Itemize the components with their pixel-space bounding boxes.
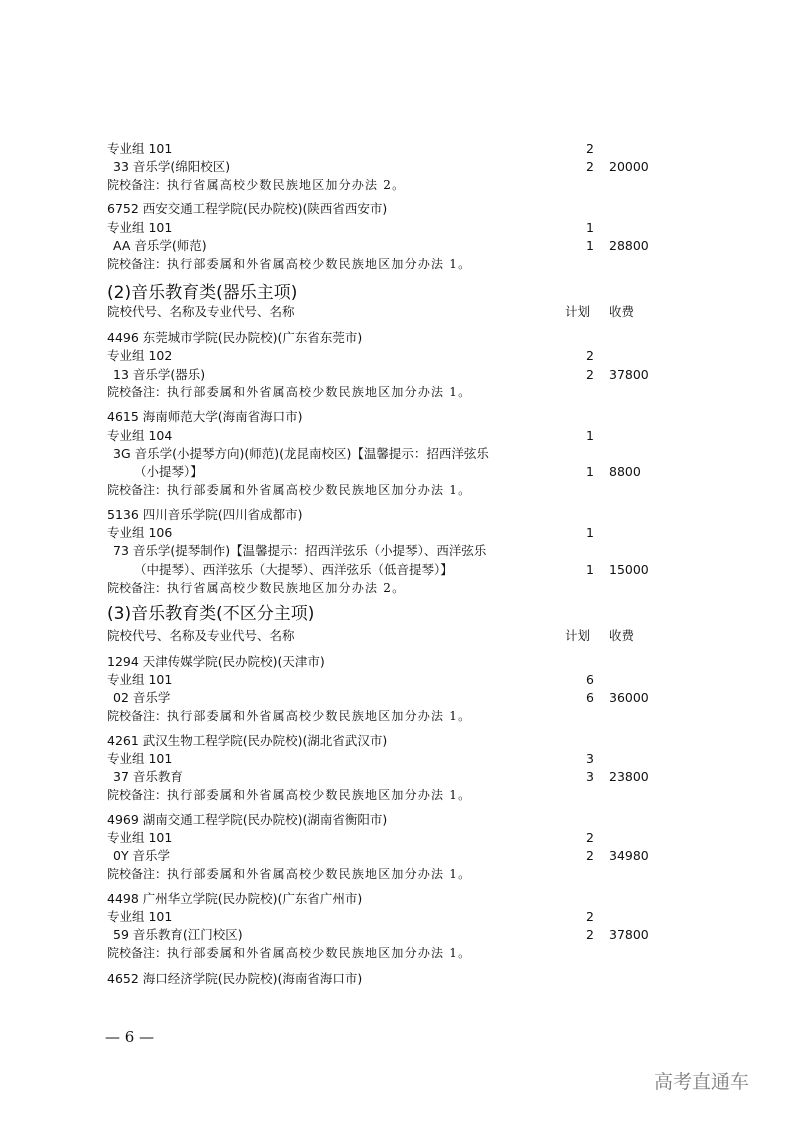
major-fee: 37800 [609,367,649,382]
group-label: 专业组 101 [107,141,173,156]
note-text: 执行部委属和外省属高校少数民族地区加分办法 1。 [167,385,472,399]
school-note [107,176,647,194]
school-note [107,865,647,883]
major-row [107,926,647,944]
school-note [107,481,647,499]
note-prefix: 院校备注： [107,483,168,497]
major-fee: 36000 [609,690,649,705]
group-plan: 6 [586,672,594,687]
group-label: 专业组 101 [107,220,173,235]
section-title: (2)音乐教育类(器乐主项) [107,283,298,303]
note-prefix: 院校备注： [107,946,168,960]
school-row [107,732,647,750]
major-group-row [107,427,647,445]
group-plan: 3 [586,751,594,766]
major-plan: 2 [586,848,594,863]
note-text: 执行省属高校少数民族地区加分办法 2。 [167,581,406,595]
major-plan: 1 [586,464,594,479]
major-group-row [107,347,647,365]
col-fee-header: 收费 [609,304,635,319]
note-prefix: 院校备注： [107,385,168,399]
school-row [107,811,647,829]
group-label: 专业组 101 [107,751,173,766]
note-text: 执行部委属和外省属高校少数民族地区加分办法 1。 [167,946,472,960]
major-label: 33 音乐学(绵阳校区) [113,159,231,174]
major-row-continued [107,463,647,481]
major-row [107,542,647,560]
major-label: 59 音乐教育(江门校区) [113,927,243,942]
group-label: 专业组 106 [107,525,173,540]
major-plan: 2 [586,159,594,174]
major-group-row [107,829,647,847]
school-name: 4498 广州华立学院(民办院校)(广东省广州市) [107,891,363,906]
major-label: 37 音乐教育 [113,769,183,784]
major-row [107,445,647,463]
school-row [107,200,647,218]
school-name: 4969 湖南交通工程学院(民办院校)(湖南省衡阳市) [107,812,388,827]
note-text: 执行部委属和外省属高校少数民族地区加分办法 1。 [167,788,472,802]
col-name-header: 院校代号、名称及专业代号、名称 [107,628,295,643]
major-label-cont: （小提琴）】 [134,464,203,479]
major-fee: 8800 [609,464,641,479]
group-plan: 2 [586,348,594,363]
school-name: 4615 海南师范大学(海南省海口市) [107,409,303,424]
major-group-row [107,671,647,689]
school-row [107,408,647,426]
major-plan: 2 [586,367,594,382]
major-label: 3G 音乐学(小提琴方向)(师范)(龙昆南校区)【温馨提示：招西洋弦乐 [113,446,489,461]
note-text: 执行部委属和外省属高校少数民族地区加分办法 1。 [167,867,472,881]
group-plan: 1 [586,428,594,443]
school-row [107,329,647,347]
major-group-row [107,750,647,768]
note-prefix: 院校备注： [107,257,168,271]
major-label: 0Y 音乐学 [113,848,171,863]
major-group-row [107,908,647,926]
school-name: 5136 四川音乐学院(四川省成都市) [107,507,303,522]
note-prefix: 院校备注： [107,581,168,595]
group-label: 专业组 101 [107,830,173,845]
school-name: 1294 天津传媒学院(民办院校)(天津市) [107,654,325,669]
note-prefix: 院校备注： [107,178,168,192]
major-row [107,689,647,707]
school-note [107,786,647,804]
school-note [107,579,647,597]
major-label: 13 音乐学(器乐) [113,367,206,382]
school-note [107,707,647,725]
major-group-row [107,140,647,158]
major-row [107,158,647,176]
major-row [107,366,647,384]
col-plan-header: 计划 [565,628,591,643]
group-label: 专业组 104 [107,428,173,443]
col-name-header: 院校代号、名称及专业代号、名称 [107,304,295,319]
note-text: 执行部委属和外省属高校少数民族地区加分办法 1。 [167,257,472,271]
major-group-row [107,524,647,542]
major-label-cont: （中提琴）、西洋弦乐（大提琴）、西洋弦乐（低音提琴）】 [134,562,453,577]
major-fee: 37800 [609,927,649,942]
column-header [107,627,647,645]
major-row [107,768,647,786]
column-header [107,303,647,321]
major-plan: 6 [586,690,594,705]
major-group-row [107,219,647,237]
school-row [107,653,647,671]
group-label: 专业组 101 [107,909,173,924]
major-fee: 23800 [609,769,649,784]
school-note [107,383,647,401]
major-plan: 3 [586,769,594,784]
note-prefix: 院校备注： [107,788,168,802]
major-plan: 2 [586,927,594,942]
major-fee: 28800 [609,238,649,253]
group-plan: 2 [586,830,594,845]
major-fee: 34980 [609,848,649,863]
group-plan: 2 [586,909,594,924]
group-plan: 1 [586,220,594,235]
major-row [107,237,647,255]
school-name: 6752 西安交通工程学院(民办院校)(陕西省西安市) [107,201,388,216]
col-fee-header: 收费 [609,628,635,643]
school-row [107,506,647,524]
major-plan: 1 [586,238,594,253]
school-note [107,255,647,273]
school-row [107,970,647,988]
major-label: AA 音乐学(师范) [113,238,207,253]
major-fee: 20000 [609,159,649,174]
col-plan-header: 计划 [565,304,591,319]
major-label: 02 音乐学 [113,690,171,705]
group-label: 专业组 101 [107,672,173,687]
major-fee: 15000 [609,562,649,577]
school-row [107,890,647,908]
watermark: 高考直通车 [654,1071,750,1093]
note-text: 执行部委属和外省属高校少数民族地区加分办法 1。 [167,709,472,723]
note-prefix: 院校备注： [107,867,168,881]
group-plan: 1 [586,525,594,540]
page-number: — 6 — [105,1028,155,1046]
major-row-continued [107,561,647,579]
group-plan: 2 [586,141,594,156]
major-row [107,847,647,865]
school-note [107,944,647,962]
section-title: (3)音乐教育类(不区分主项) [107,604,315,624]
school-name: 4652 海口经济学院(民办院校)(海南省海口市) [107,971,363,986]
note-prefix: 院校备注： [107,709,168,723]
major-label: 73 音乐学(提琴制作)【温馨提示：招西洋弦乐（小提琴）、西洋弦乐 [113,543,487,558]
school-name: 4496 东莞城市学院(民办院校)(广东省东莞市) [107,330,363,345]
major-plan: 1 [586,562,594,577]
group-label: 专业组 102 [107,348,173,363]
note-text: 执行部委属和外省属高校少数民族地区加分办法 1。 [167,483,472,497]
note-text: 执行省属高校少数民族地区加分办法 2。 [167,178,406,192]
school-name: 4261 武汉生物工程学院(民办院校)(湖北省武汉市) [107,733,388,748]
